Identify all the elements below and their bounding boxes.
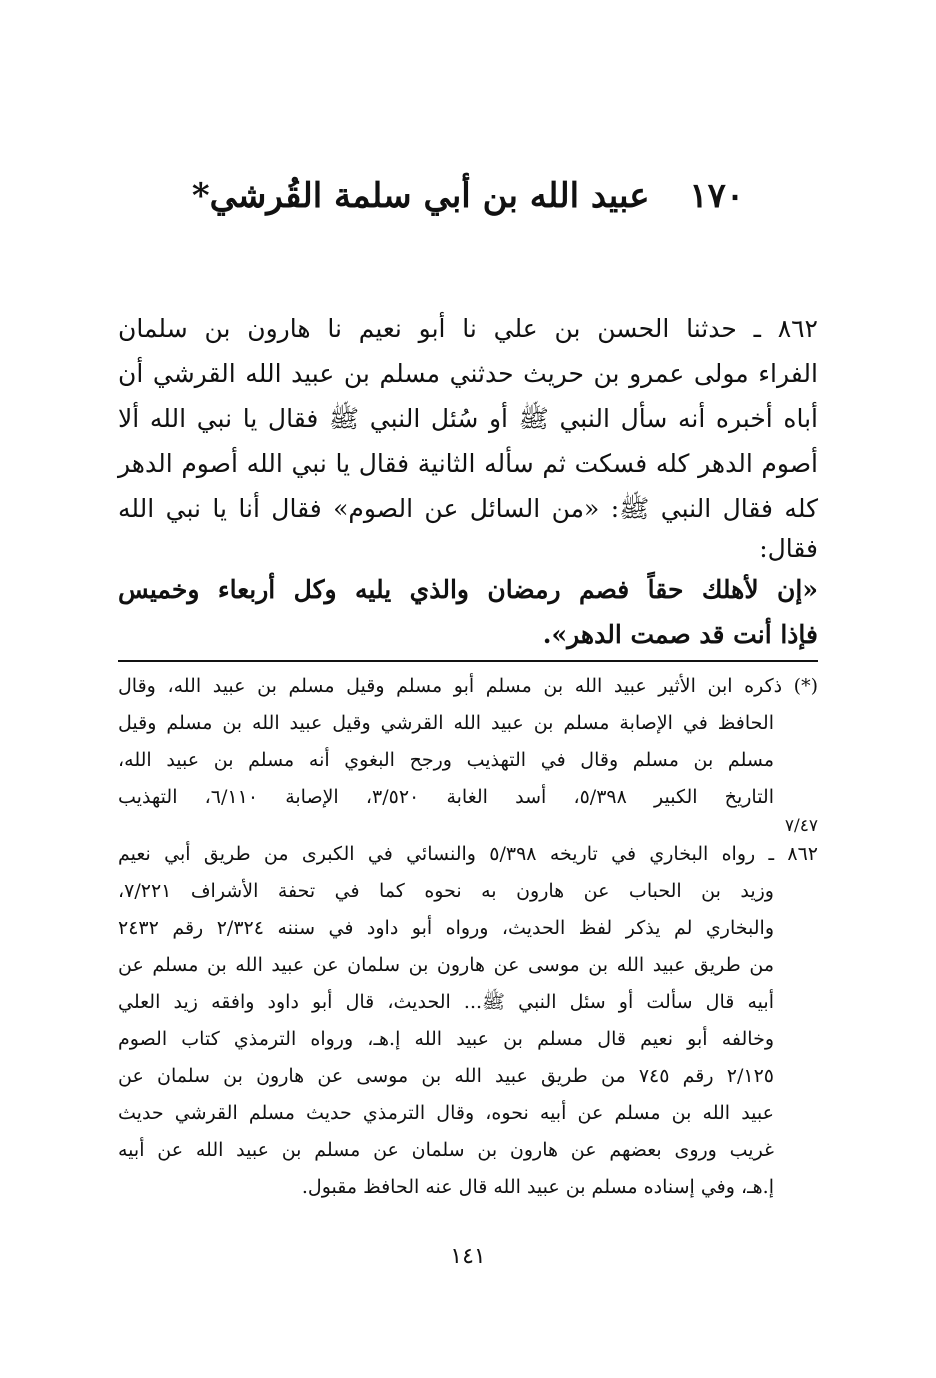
footnotes	[118, 668, 818, 1206]
footnote-line: التاريخ الكبير ٥/٣٩٨، أسد الغابة ٣/٥٢٠، الإصابة ٦/١١٠، التهذيب	[118, 786, 775, 808]
footnote-line: (*) ذكره ابن الأثير عبيد الله بن مسلم أبو مسلم وقيل مسلم بن عبيد الله، وقال	[118, 675, 818, 697]
hadith-text	[118, 306, 818, 657]
footnote-line: والبخاري لم يذكر لفظ الحديث، ورواه أبو داود في سننه ٢/٣٢٤ رقم ٢٤٣٢	[118, 917, 774, 939]
hadith-line: الفراء مولى عمرو بن حريث حدثني مسلم بن عبيد الله القرشي أن	[118, 359, 818, 388]
footnote-line: ٧/٤٧	[784, 816, 818, 836]
footnote-line: من طريق عبيد الله بن موسى عن هارون بن سلمان عن عبيد الله بن مسلم عن	[118, 954, 774, 976]
hadith-line: كله فقال النبي ﷺ: «من السائل عن الصوم» فقال أنا يا نبي الله	[118, 494, 818, 523]
footnote-862	[118, 836, 818, 1206]
chapter-heading	[0, 176, 936, 216]
footnote-line: أبيه قال سألت أو سئل النبي ﷺ... الحديث، قال أبو داود وافقه زيد العلي	[118, 991, 774, 1013]
footnote-line: وزيد بن الحباب عن هارون به نحوه كما في تحفة الأشراف ٧/٢٢١،	[118, 880, 774, 902]
footnote-line: وخالفه أبو نعيم قال مسلم بن عبيد الله إ.هـ، ورواه الترمذي كتاب الصوم	[118, 1028, 774, 1050]
footnote-line: مسلم بن مسلم وقال في التهذيب ورجح البغوي أنه مسلم بن عبيد الله،	[118, 749, 774, 771]
hadith-line: أباه أخبره أنه سأل النبي ﷺ أو سُئل النبي ﷺ فقال يا نبي الله ألا	[118, 404, 818, 433]
footnote-line: الحافظ في الإصابة مسلم بن عبيد الله القرشي وقيل عبيد الله بن مسلم وقيل	[118, 712, 774, 734]
hadith-line: فقال:	[759, 534, 818, 563]
footnote-line: إ.هـ، وفي إسناده مسلم بن عبيد الله قال عنه الحافظ مقبول.	[301, 1176, 774, 1198]
hadith-line: ٨٦٢ ـ حدثنا الحسن بن علي نا أبو نعيم نا هارون بن سلمان	[118, 314, 818, 343]
footnote-line: ٢/١٢٥ رقم ٧٤٥ من طريق عبيد الله بن موسى عن هارون بن سلمان عن	[118, 1065, 774, 1087]
hadith-quote-line: فإذا أنت قد صمت الدهر».	[542, 620, 818, 649]
footnote-line: غريب وروى بعضهم عن هارون بن سلمان عن مسلم بن عبيد الله عن أبيه	[118, 1139, 774, 1161]
page-number: ١٤١	[450, 1244, 486, 1269]
footnote-line: عبيد الله بن مسلم عن أبيه نحوه، وقال الترمذي حديث مسلم القرشي حديث	[118, 1102, 774, 1124]
footnote-line: ٨٦٢ ـ رواه البخاري في تاريخه ٥/٣٩٨ والنسائي في الكبرى من طريق أبي نعيم	[118, 843, 818, 865]
chapter-title: عبيد الله بن أبي سلمة القُرشي*	[191, 176, 650, 216]
hadith-line: أصوم الدهر كله فسكت ثم سأله الثانية فقال يا نبي الله أصوم الدهر	[118, 449, 818, 478]
chapter-number: ١٧٠	[689, 176, 745, 216]
hadith-quote-line: «إن لأهلك حقاً فصم رمضان والذي يليه وكل أربعاء وخميس	[118, 575, 818, 604]
footnote-divider	[118, 660, 818, 662]
footnote-star	[118, 668, 818, 836]
